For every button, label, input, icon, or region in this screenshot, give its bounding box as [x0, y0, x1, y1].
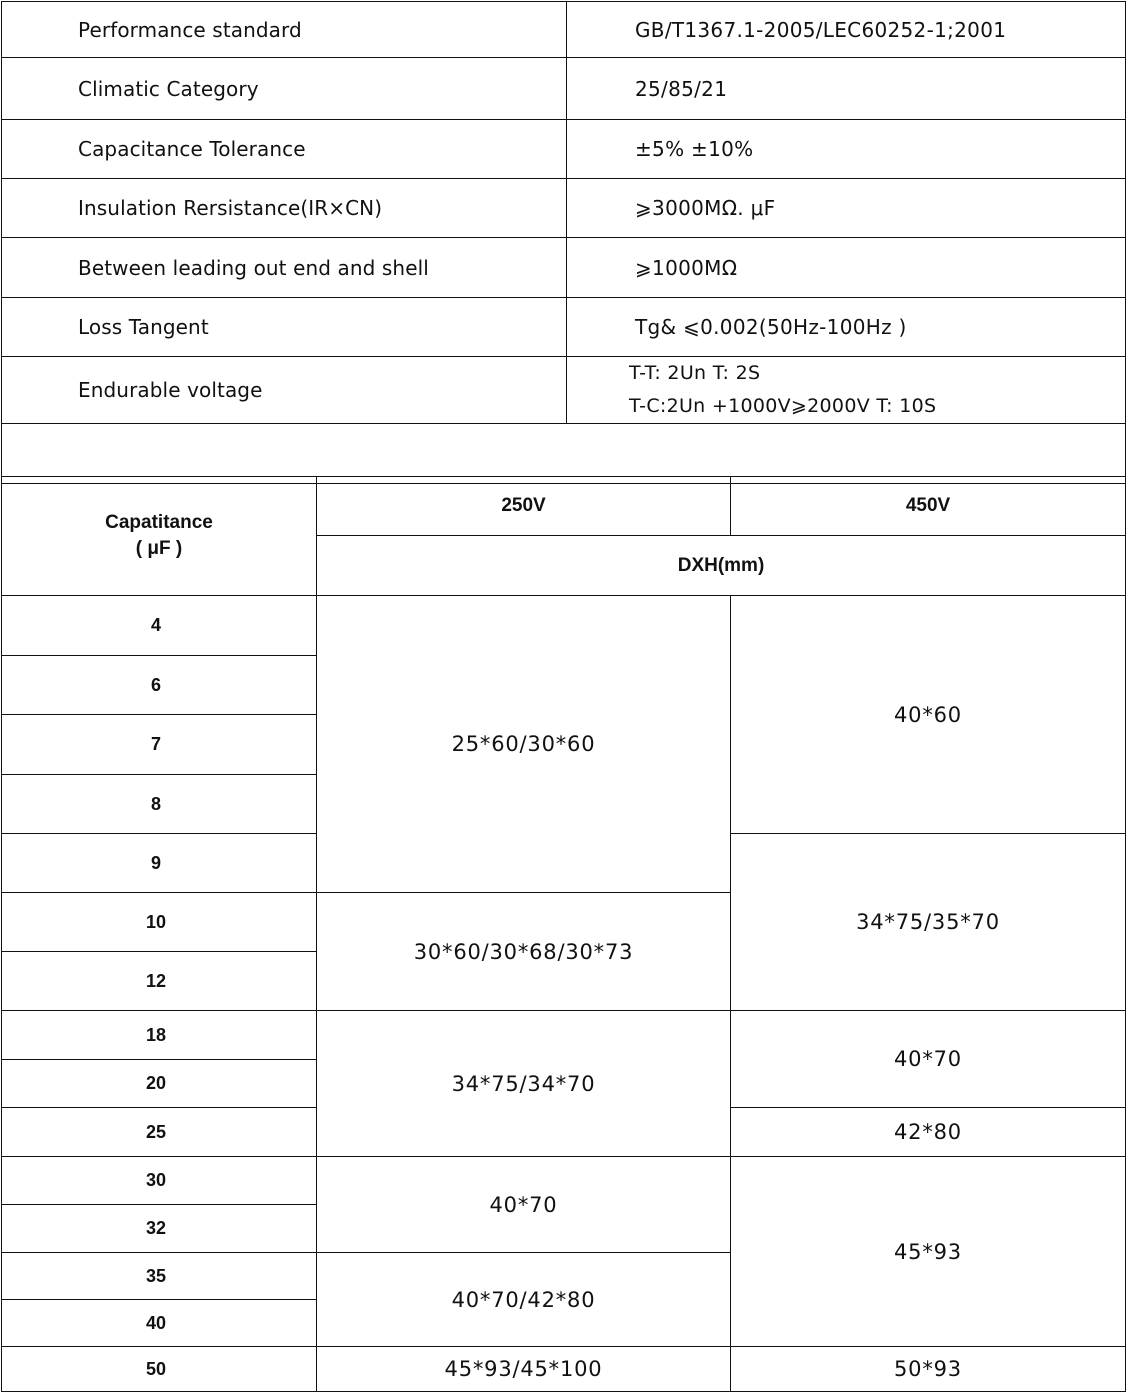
dimension-450v-cell: 40*60 [731, 596, 1126, 834]
dimension-450v-cell: 42*80 [731, 1108, 1126, 1157]
dimension-450v-cell: 40*70 [731, 1011, 1126, 1108]
dimension-250v-cell: 40*70 [317, 1157, 731, 1253]
spec-value-line: T-C:2Un +1000V⩾2000V T: 10S [629, 395, 937, 417]
spec-value: ⩾3000MΩ. μF [567, 179, 1126, 238]
table-row [2, 1347, 1126, 1392]
spec-label: Loss Tangent [2, 298, 567, 357]
table-row [2, 1011, 1126, 1060]
capacitance-cell: 18 [2, 1011, 317, 1060]
spec-row [2, 298, 1126, 357]
dimension-250v-cell: 40*70/42*80 [317, 1253, 731, 1347]
spec-row [2, 179, 1126, 238]
dimensions-header: DXH(mm) [317, 536, 1126, 596]
spec-value [567, 357, 1126, 424]
capacitance-cell: 12 [2, 952, 317, 1011]
voltage-450-header: 450V [731, 477, 1126, 536]
spec-row [2, 2, 1126, 58]
capacitance-cell: 9 [2, 834, 317, 893]
table-row [2, 596, 1126, 656]
capacitance-cell: 32 [2, 1205, 317, 1253]
dimension-450v-cell: 45*93 [731, 1157, 1126, 1347]
specification-table [1, 1, 1126, 484]
capacitance-cell: 7 [2, 715, 317, 775]
spec-value: Tg& ⩽0.002(50Hz-100Hz ) [567, 298, 1126, 357]
capacitance-header [2, 477, 317, 596]
dimension-450v-cell: 50*93 [731, 1347, 1126, 1392]
capacitance-cell: 4 [2, 596, 317, 656]
spec-value: 25/85/21 [567, 58, 1126, 120]
spec-row [2, 238, 1126, 298]
spec-label: Endurable voltage [2, 357, 567, 424]
voltage-250-header: 250V [317, 477, 731, 536]
capacitance-cell: 25 [2, 1108, 317, 1157]
spacer-row [2, 424, 1126, 484]
spec-row [2, 120, 1126, 179]
capacitance-cell: 10 [2, 893, 317, 952]
capacitance-header-line1: Capatitance [105, 512, 213, 533]
table-row [2, 1157, 1126, 1205]
spec-label: Climatic Category [2, 58, 567, 120]
spec-label: Between leading out end and shell [2, 238, 567, 298]
capacitance-header-unit: ( μF ) [135, 538, 183, 559]
dimension-250v-cell: 30*60/30*68/30*73 [317, 893, 731, 1011]
spec-label: Capacitance Tolerance [2, 120, 567, 179]
capacitance-cell: 8 [2, 775, 317, 834]
empty-separator-cell [2, 424, 1126, 484]
header-row [2, 477, 1126, 536]
capacitance-cell: 50 [2, 1347, 317, 1392]
capacitance-cell: 35 [2, 1253, 317, 1300]
dimension-450v-cell: 34*75/35*70 [731, 834, 1126, 1011]
dimension-250v-cell: 25*60/30*60 [317, 596, 731, 893]
capacitance-cell: 40 [2, 1300, 317, 1347]
capacitance-cell: 30 [2, 1157, 317, 1205]
capacitance-cell: 20 [2, 1060, 317, 1108]
dimension-250v-cell: 34*75/34*70 [317, 1011, 731, 1157]
dimension-250v-cell: 45*93/45*100 [317, 1347, 731, 1392]
spec-value: ⩾1000MΩ [567, 238, 1126, 298]
spec-value: GB/T1367.1-2005/LEC60252-1;2001 [567, 2, 1126, 58]
spec-row [2, 357, 1126, 424]
spec-label: Performance standard [2, 2, 567, 58]
spec-value-line: T-T: 2Un T: 2S [629, 362, 761, 384]
spec-label: Insulation Rersistance(IR×CN) [2, 179, 567, 238]
spec-value: ±5% ±10% [567, 120, 1126, 179]
dimensions-table [1, 476, 1126, 1392]
spec-row [2, 58, 1126, 120]
capacitance-cell: 6 [2, 656, 317, 715]
